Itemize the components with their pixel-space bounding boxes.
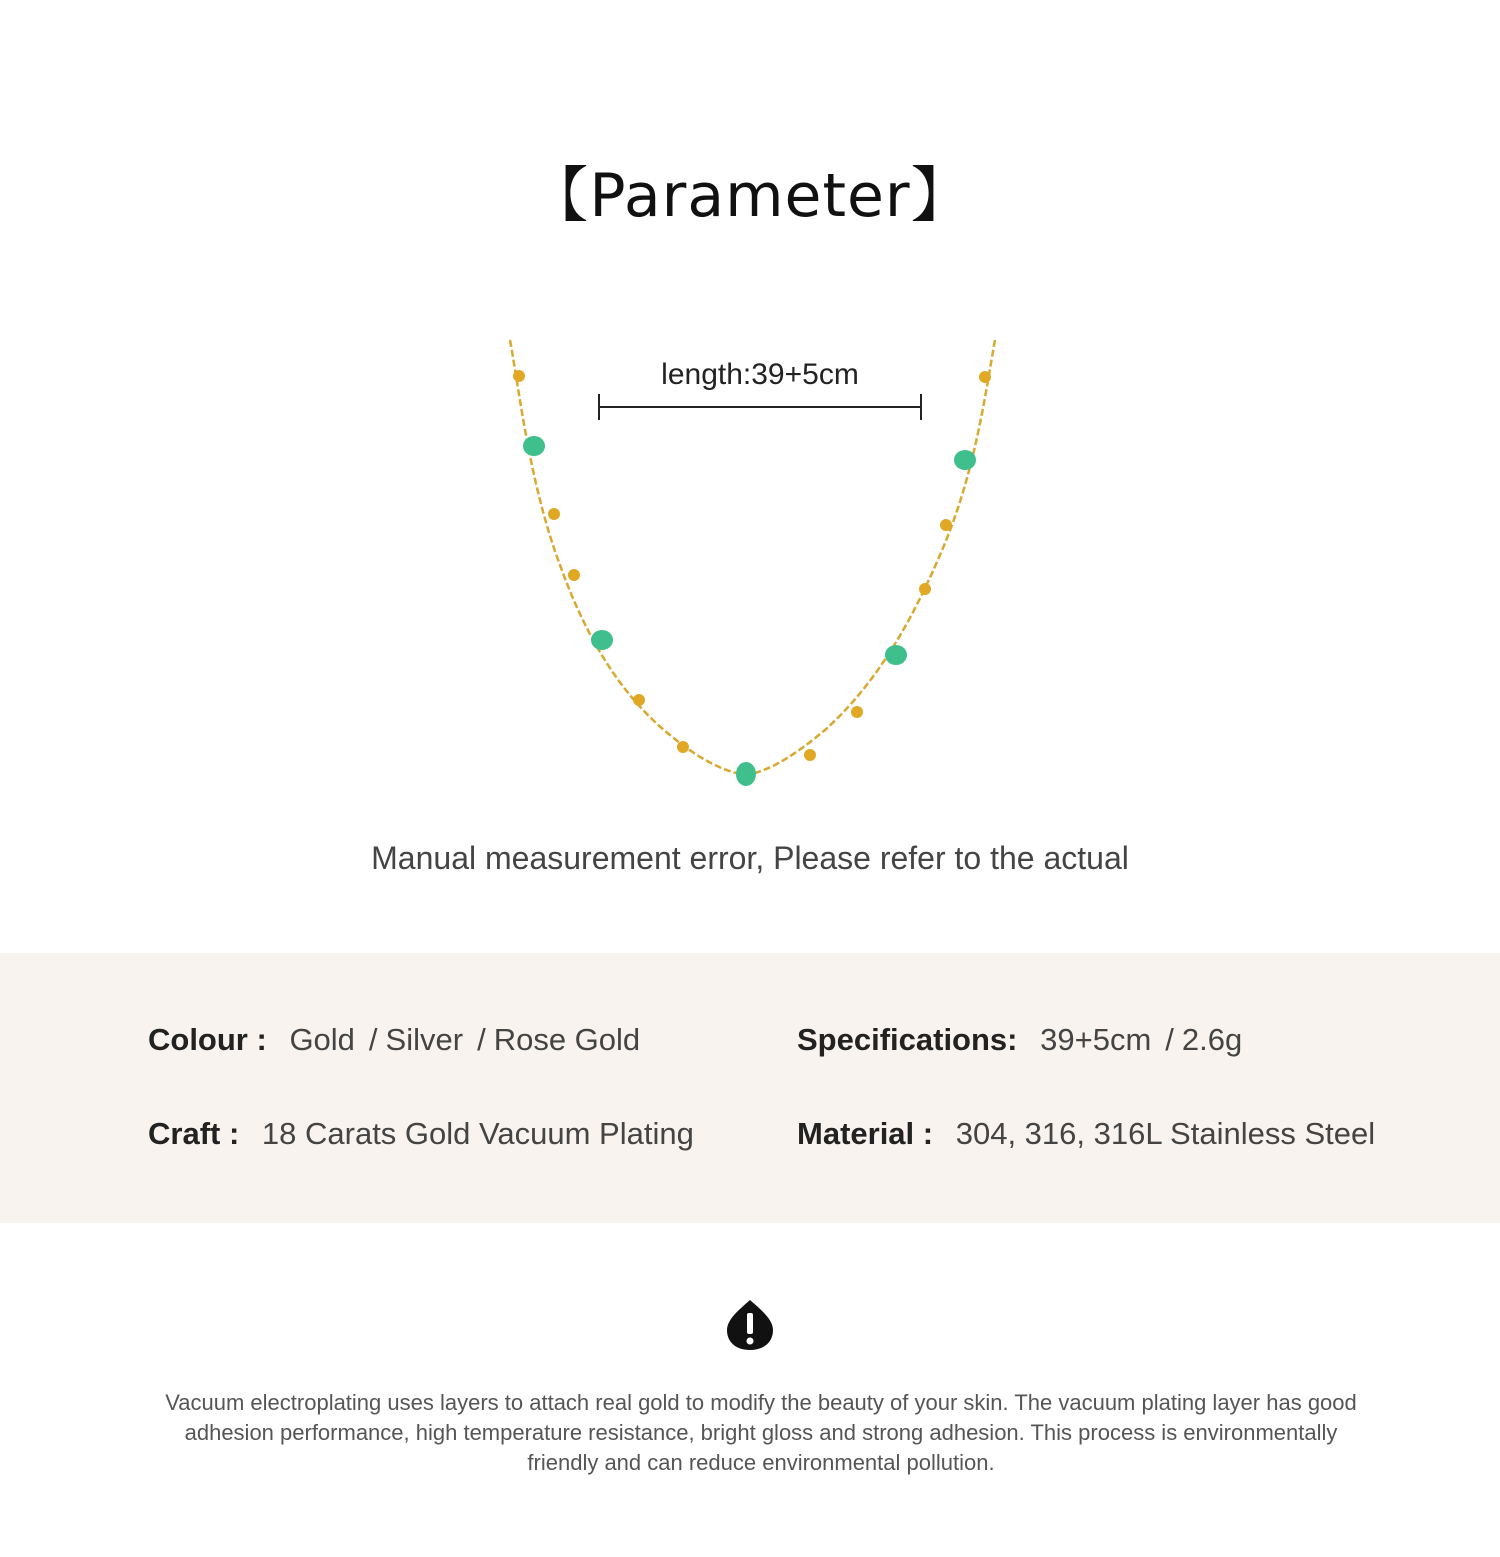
spec-panel [0, 953, 1500, 1223]
spec-specifications-value-2: 2.6g [1181, 1022, 1243, 1057]
spec-colour: Colour : Gold / Silver / Rose Gold [148, 1022, 641, 1057]
spec-colour-value-1: Gold [289, 1022, 355, 1057]
spec-craft [148, 1116, 694, 1152]
length-measure-line [598, 394, 922, 420]
spec-craft-key: Craft : [148, 1116, 240, 1151]
spec-specifications-value-1: 39+5cm [1040, 1022, 1152, 1057]
spec-material [797, 1116, 1375, 1152]
spec-specifications-key: Specifications: [797, 1022, 1018, 1057]
length-label: length:39+5cm [661, 358, 859, 391]
warning-icon [726, 1299, 774, 1351]
spec-material-key: Material : [797, 1116, 934, 1151]
page-title: 【Parameter】 [528, 161, 972, 231]
measurement-note: Manual measurement error, Please refer to the actual [371, 840, 1129, 876]
spec-colour-key: Colour : [148, 1022, 267, 1057]
notice-text: Vacuum electroplating uses layers to attach real gold to modify the beauty of your skin. The vacuum plating layer has good adhesion performance, high temperature resistance, bright gloss and strong adhesion. This process is environmentally friendly and can reduce environmental pollution. [165, 1390, 1357, 1475]
spec-colour-value-3: Rose Gold [493, 1022, 641, 1057]
spec-specifications: Specifications: 39+5cm / 2.6g [797, 1022, 1243, 1057]
spec-material-value: 304, 316, 316L Stainless Steel [955, 1116, 1376, 1151]
spec-craft-value: 18 Carats Gold Vacuum Plating [261, 1116, 694, 1151]
spec-colour-value-2: Silver [385, 1022, 464, 1057]
